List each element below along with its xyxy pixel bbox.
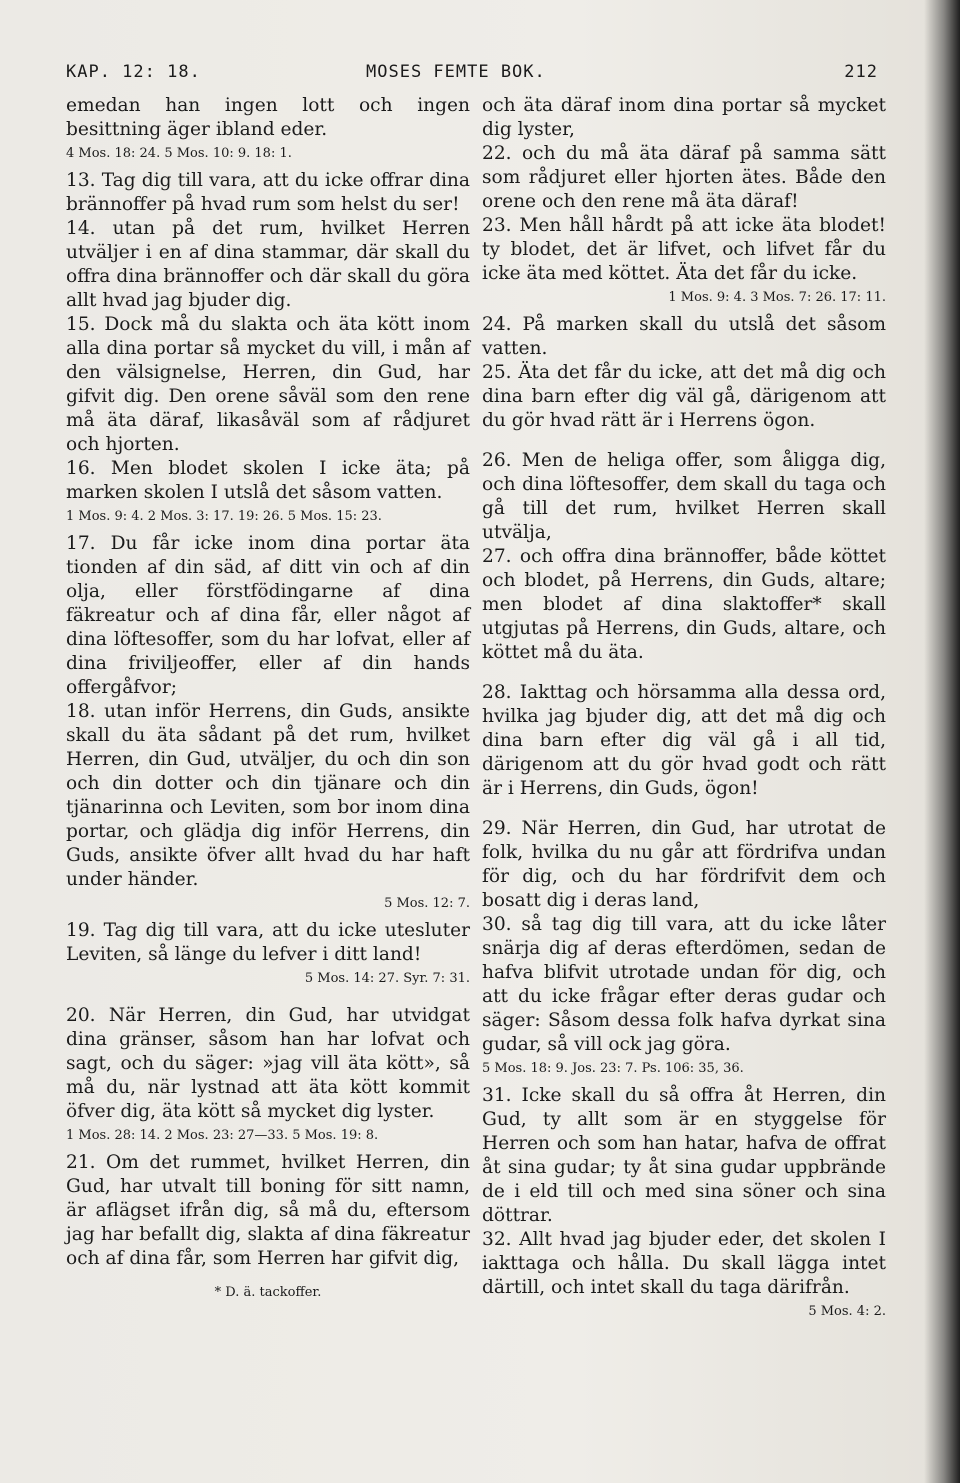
verse-paragraph: 26. Men de heliga offer, som åligga dig, och dina löftesoffer, dem skall du taga och gå till det rum, hvilket Herren skall utvälja, (482, 450, 886, 543)
cross-reference: 1 Mos. 9: 4. 2 Mos. 3: 17. 19: 26. 5 Mos. 15: 23. (66, 509, 382, 524)
verse-paragraph: 13. Tag dig till vara, att du icke offrar dina brännoffer på hvad rum som helst du ser! (66, 170, 470, 215)
verse-paragraph: 25. Äta det får du icke, att det må dig och dina barn efter dig väl gå, därigenom att du gör hvad rätt är i Herrens ögon. (482, 362, 886, 431)
cross-reference: 5 Mos. 14: 27. Syr. 7: 31. (304, 971, 470, 986)
verse-paragraph: 23. Men håll hårdt på att icke äta blodet! ty blodet, det är lifvet, och lifvet får du icke äta med köttet. Äta det får du icke. (482, 215, 886, 284)
cross-reference: 4 Mos. 18: 24. 5 Mos. 10: 9. 18: 1. (66, 146, 292, 161)
verse-paragraph: 22. och du må äta däraf på samma sätt som rådjuret eller hjorten ätes. Både den orene och den rene må äta däraf! (482, 143, 886, 212)
verse-paragraph: 24. På marken skall du utslå det såsom vatten. (482, 314, 886, 359)
verse-paragraph: 30. så tag dig till vara, att du icke låter snärja dig af deras efterdömen, sedan de hafva blifvit utrotade undan för dig, och att du icke frågar efter deras gudar och säger: Såsom dessa folk hafva dyrkat sina gudar, så vill ock jag göra. (482, 914, 886, 1055)
verse-paragraph: 29. När Herren, din Gud, har utrotat de folk, hvilka du nu går att fördrifva undan för dig, och du har fördrifvit dem och bosatt dig i deras land, (482, 818, 886, 911)
verse-paragraph: 27. och offra dina brännoffer, både köttet och blodet, på Herrens, din Guds, altare; men blodet af dina slaktoffer* skall utgjutas på Herrens, din Guds, altare, och köttet må du äta. (482, 546, 886, 663)
cross-reference: 5 Mos. 12: 7. (384, 896, 470, 911)
verse-paragraph: 21. Om det rummet, hvilket Herren, din Gud, har utvalt till boning för sitt namn, är aflägset ifrån dig, så må du, eftersom jag har befallt dig, slakta af dina fäkreatur och af dina får, som Herren har gifvit dig, (66, 1152, 470, 1269)
page-edge-shadow (924, 0, 960, 1483)
book-title: MOSES FEMTE BOK. (366, 62, 546, 82)
verse-paragraph: 20. När Herren, din Gud, har utvidgat dina gränser, såsom han har lofvat och sagt, och du säger: »jag vill äta kött», så må du, när lystnad att äta kött kommit öfver dig, äta kött så mycket dig lyster. (66, 1005, 470, 1122)
verse-paragraph: och äta däraf inom dina portar så mycket dig lyster, (482, 95, 886, 140)
verse-paragraph: 14. utan på det rum, hvilket Herren utväljer i en af dina stammar, där skall du offra dina brännoffer och där skall du göra allt hvad jag bjuder dig. (66, 218, 470, 311)
footnote: * D. ä. tackoffer. (214, 1285, 322, 1300)
chapter-reference: KAP. 12: 18. (66, 62, 201, 82)
verse-paragraph: 18. utan inför Herrens, din Guds, ansikte skall du äta sådant på det rum, hvilket Herren, din Gud, utväljer, du och din son och din dotter och din tjänare och din tjänarinna och Leviten, som bor inom dina portar, och glädja dig inför Herrens, din Guds, ansikte öfver allt hvad du har haft under händer. (66, 701, 470, 890)
verse-paragraph: emedan han ingen lott och ingen besittning äger ibland eder. (66, 95, 470, 140)
verse-paragraph: 32. Allt hvad jag bjuder eder, det skolen I iakttaga och hålla. Du skall lägga intet därtill, och intet skall du taga därifrån. (482, 1229, 886, 1298)
cross-reference: 1 Mos. 9: 4. 3 Mos. 7: 26. 17: 11. (668, 290, 886, 305)
cross-reference: 1 Mos. 28: 14. 2 Mos. 23: 27—33. 5 Mos. 19: 8. (66, 1128, 379, 1143)
verse-paragraph: 28. Iakttag och hörsamma alla dessa ord, hvilka jag bjuder dig, att det må dig och dina barn efter dig väl gå i all tid, därigenom att du gör hvad godt och rätt är i Herrens, din Guds, ögon! (482, 682, 886, 799)
running-header (66, 62, 878, 90)
verse-paragraph: 17. Du får icke inom dina portar äta tionden af din säd, af ditt vin och af din olja, eller förstfödingarne af dina fäkreatur och af dina får, eller något af dina löftesoffer, som du har lofvat, eller af dina friviljeoffer, eller af din hands offergåfvor; (66, 533, 470, 698)
cross-reference: 5 Mos. 18: 9. Jos. 23: 7. Ps. 106: 35, 36. (482, 1061, 744, 1076)
cross-reference: 5 Mos. 4: 2. (808, 1304, 886, 1319)
verse-paragraph: 16. Men blodet skolen I icke äta; på marken skolen I utslå det såsom vatten. (66, 458, 470, 503)
page-number: 212 (844, 62, 878, 82)
verse-paragraph: 15. Dock må du slakta och äta kött inom alla dina portar så mycket du vill, i mån af den välsignelse, Herren, din Gud, har gifvit dig. Den orene såväl som den rene må äta däraf, likasåväl som af rådjuret och hjorten. (66, 314, 470, 455)
right-text-column (482, 94, 886, 1327)
verse-paragraph: 19. Tag dig till vara, att du icke utesluter Leviten, så länge du lefver i ditt land! (66, 920, 470, 965)
left-text-column (66, 94, 470, 1305)
verse-paragraph: 31. Icke skall du så offra åt Herren, din Gud, ty allt som är en styggelse för Herren och som han hatar, hafva de offrat åt sina gudar; ty åt sina gudar uppbrände de i eld till och med sina söner och sina döttrar. (482, 1085, 886, 1226)
